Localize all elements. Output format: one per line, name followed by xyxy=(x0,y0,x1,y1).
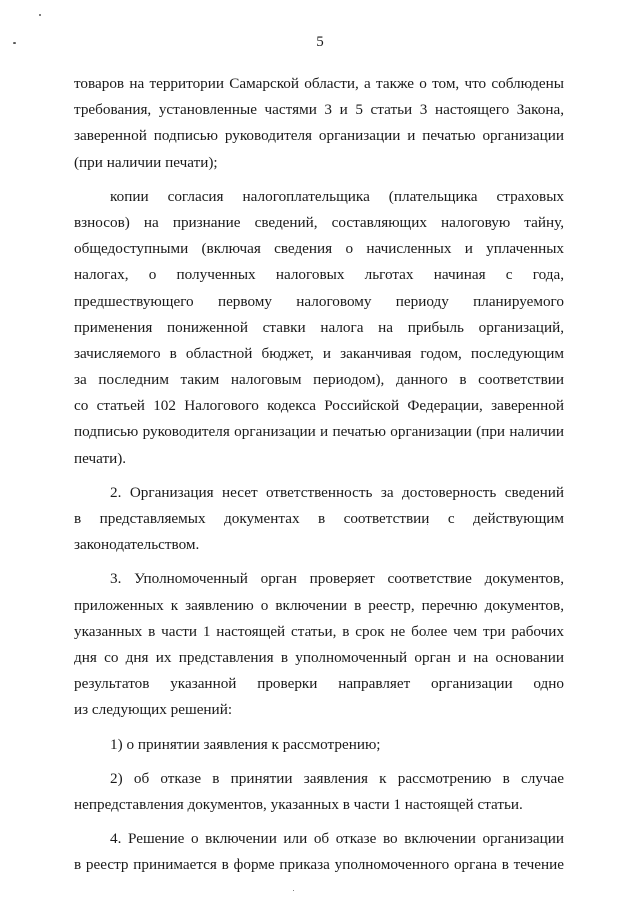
text-line: печати). xyxy=(74,449,127,467)
text-line: приложенных к заявлению о включении в реестр, перечню документов, xyxy=(74,596,564,614)
text-line: взносов) на признание сведений, составляющих налоговую тайну, xyxy=(74,213,564,231)
text-line: товаров на территории Самарской области, а также о том, что соблюдены xyxy=(74,75,564,92)
text-line: в реестр принимается в форме приказа уполномоченного органа в течение xyxy=(74,856,564,874)
paragraph-gap xyxy=(74,724,564,732)
paragraph-gap xyxy=(74,758,564,766)
text-line: со статьей 102 Налогового кодекса Российской Федерации, заверенной xyxy=(74,397,564,415)
text-line: копии согласия налогоплательщика (плательщика страховых xyxy=(110,187,564,205)
text-line: 4. Решение о включении или об отказе во включении организации xyxy=(110,830,564,848)
paragraph xyxy=(74,71,564,176)
text-line: подписью руководителя организации и печатью организации (при наличии xyxy=(74,423,564,441)
document-body xyxy=(74,71,564,878)
scan-speck xyxy=(39,14,41,16)
paragraph xyxy=(74,184,564,472)
text-line: 1) о принятии заявления к рассмотрению; xyxy=(110,735,381,753)
text-line: законодательством. xyxy=(74,536,200,554)
text-line: применения пониженной ставки налога на прибыль организаций, xyxy=(74,318,564,336)
text-line: непредставления документов, указанных в части 1 настоящей статьи. xyxy=(74,795,523,813)
text-line: заверенной подписью руководителя организации и печатью организации xyxy=(74,127,564,145)
text-line: результатов указанной проверки направляет организации одно xyxy=(74,675,564,693)
text-line: из следующих решений: xyxy=(74,701,233,719)
text-line: общедоступными (включая сведения о начисленных и уплаченных xyxy=(74,240,564,258)
text-line: налогах, о полученных налоговых льготах начиная с года, xyxy=(74,266,564,284)
text-line: 2) об отказе в принятии заявления к рассмотрению в случае xyxy=(110,769,564,787)
paragraph xyxy=(74,826,564,878)
paragraph xyxy=(74,480,564,559)
paragraph xyxy=(74,766,564,818)
text-line: указанных в части 1 настоящей статьи, в срок не более чем три рабочих xyxy=(74,622,564,640)
text-line: дня со дня их представления в уполномоченный орган и на основании xyxy=(74,648,564,666)
paragraph-gap xyxy=(74,176,564,184)
paragraph-gap xyxy=(74,818,564,826)
text-line: требования, установленные частями 3 и 5 статьи 3 настоящего Закона, xyxy=(74,101,564,119)
paragraph-gap xyxy=(74,472,564,480)
text-line: зачисляемого в областной бюджет, и заканчивая годом, последующим xyxy=(74,344,564,362)
scan-speck xyxy=(293,890,294,891)
text-line: в представляемых документах в соответствии с действующим xyxy=(74,510,564,527)
text-line: 2. Организация несет ответственность за достоверность сведений xyxy=(110,483,564,501)
text-line: за последним таким налоговым периодом), данного в соответствии xyxy=(74,371,564,389)
paragraph xyxy=(74,732,564,758)
paragraph xyxy=(74,566,564,723)
text-line: (при наличии печати); xyxy=(74,153,218,171)
paragraph-gap xyxy=(74,558,564,566)
text-line: предшествующего первому налоговому периоду планируемого xyxy=(74,292,564,310)
text-line: 3. Уполномоченный орган проверяет соответствие документов, xyxy=(110,570,564,588)
page-number: 5 xyxy=(316,34,324,50)
